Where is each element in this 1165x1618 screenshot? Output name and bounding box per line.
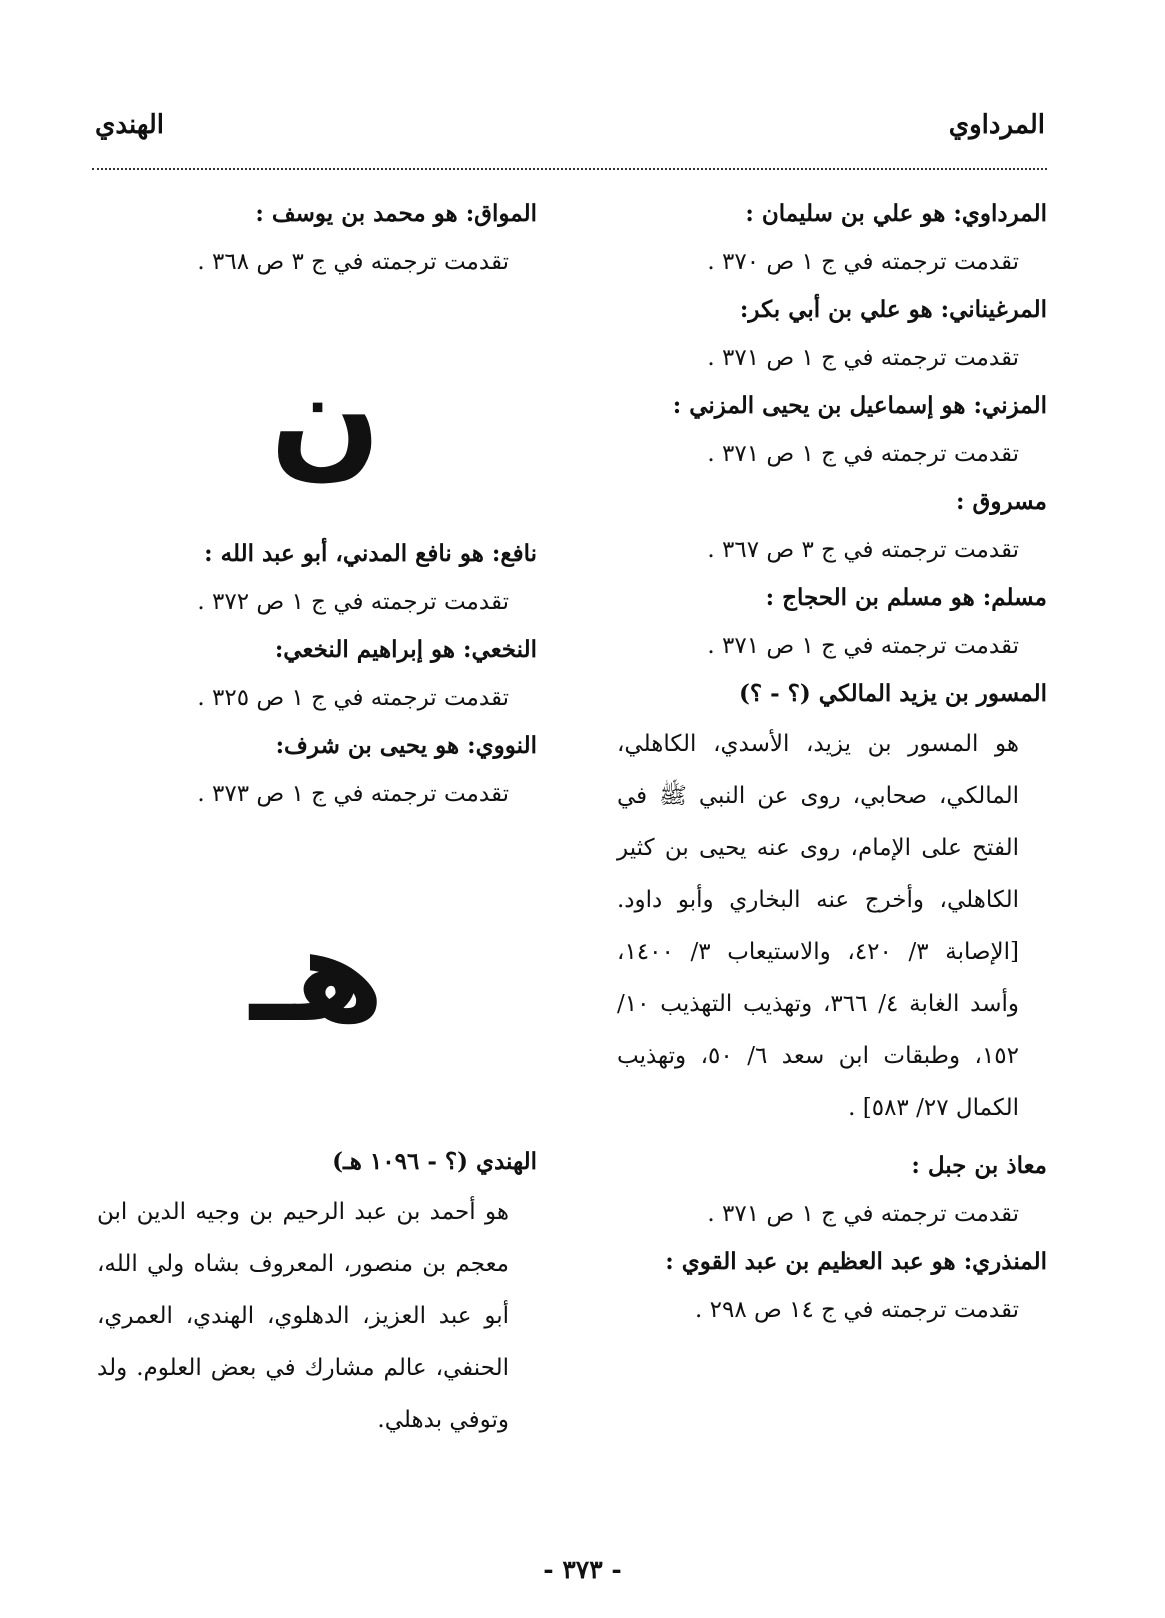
entry-body: هو أحمد بن عبد الرحيم بن وجيه الدين ابن معجم بن منصور، المعروف بشاه ولي الله، أبو عبد العزيز، الدهلوي، الهندي، العمري، الحنفي، عالم مشارك في بعض العلوم. ولد وتوفي بدهلي. bbox=[97, 1199, 509, 1433]
entry-muadh bbox=[617, 1142, 1047, 1238]
entry-head: المرداوي: bbox=[953, 200, 1047, 227]
entry-head: المسور بن يزيد المالكي (؟ - ؟) bbox=[738, 680, 1047, 707]
entry-ref: تقدمت ترجمته في ج ٣ ص ٣٦٧ . bbox=[707, 537, 1019, 563]
entry-head: الهندي (؟ - ١٠٩٦ هـ) bbox=[332, 1148, 537, 1175]
entry-marghinani bbox=[617, 286, 1047, 382]
entry-ref: تقدمت ترجمته في ج ١ ص ٣٧٢ . bbox=[197, 589, 509, 615]
page-number: - ٣٧٣ - bbox=[543, 1555, 622, 1584]
entry-text: هو إسماعيل بن يحيى المزني : bbox=[672, 392, 974, 419]
left-column-ha-section bbox=[97, 1138, 537, 1446]
entry-head: المزني: bbox=[973, 392, 1047, 419]
entry-head: معاذ بن جبل : bbox=[911, 1152, 1047, 1179]
entry-hindi bbox=[97, 1138, 537, 1446]
section-letter-nun: ن bbox=[270, 341, 381, 493]
entry-text: هو مسلم بن الحجاج : bbox=[765, 584, 983, 611]
entry-musawwar bbox=[617, 670, 1047, 1134]
entry-head: مسلم: bbox=[982, 584, 1047, 611]
entry-ref: تقدمت ترجمته في ج ١ ص ٣٧١ . bbox=[707, 1201, 1019, 1227]
entry-mardawi bbox=[617, 190, 1047, 286]
entry-masruq bbox=[617, 478, 1047, 574]
entry-nawawi bbox=[97, 722, 537, 818]
entry-text: هو علي بن سليمان : bbox=[745, 200, 954, 227]
entry-text: هو عبد العظيم بن عبد القوي : bbox=[665, 1248, 964, 1275]
entry-text: هو يحيى بن شرف: bbox=[275, 732, 468, 759]
entry-ref: تقدمت ترجمته في ج ١ ص ٣٧١ . bbox=[707, 345, 1019, 371]
entry-head: المرغيناني: bbox=[940, 296, 1047, 323]
entry-mawwaq bbox=[97, 190, 537, 286]
entry-head: النخعي: bbox=[463, 636, 537, 663]
entry-ref: تقدمت ترجمته في ج ١ ص ٣٧٣ . bbox=[197, 781, 509, 807]
entry-ref: تقدمت ترجمته في ج ١ ص ٣٢٥ . bbox=[197, 685, 509, 711]
left-column bbox=[97, 190, 537, 286]
entry-nafi bbox=[97, 530, 537, 626]
left-column-nun-section bbox=[97, 530, 537, 818]
section-letter-ha: هـ bbox=[250, 899, 385, 1051]
entry-ref: تقدمت ترجمته في ج ١ ص ٣٧٠ . bbox=[707, 249, 1019, 275]
entry-text: هو إبراهيم النخعي: bbox=[274, 636, 464, 663]
entry-head: مسروق : bbox=[956, 488, 1047, 515]
header-dotted-rule bbox=[92, 168, 1047, 170]
entry-text: هو نافع المدني، أبو عبد الله : bbox=[204, 540, 492, 567]
entry-text: هو محمد بن يوسف : bbox=[255, 200, 466, 227]
entry-head: المنذري: bbox=[963, 1248, 1047, 1275]
right-column bbox=[617, 190, 1047, 1334]
running-header-left: الهندي bbox=[95, 110, 164, 140]
entry-body: هو المسور بن يزيد، الأسدي، الكاهلي، المالكي، صحابي، روى عن النبي ﷺ في الفتح على الإمام، روى عنه يحيى بن كثير الكاهلي، وأخرج عنه البخاري وأبو داود. [الإصابة ٣/ ٤٢٠، والاستيعاب ٣/ ١٤٠٠، وأسد الغابة ٤/ ٣٦٦، وتهذيب التهذيب ١٠/ ١٥٢، وطبقات ابن سعد ٦/ ٥٠، وتهذيب الكمال ٢٧/ ٥٨٣] . bbox=[617, 731, 1020, 1121]
entry-head: المواق: bbox=[465, 200, 537, 227]
entry-head: نافع: bbox=[491, 540, 537, 567]
entry-head: النووي: bbox=[467, 732, 537, 759]
entry-text: هو علي بن أبي بكر: bbox=[739, 296, 941, 323]
entry-ref: تقدمت ترجمته في ج ١ ص ٣٧١ . bbox=[707, 441, 1019, 467]
entry-mundhiri bbox=[617, 1238, 1047, 1334]
entry-muslim bbox=[617, 574, 1047, 670]
entry-ref: تقدمت ترجمته في ج ١٤ ص ٢٩٨ . bbox=[695, 1297, 1019, 1323]
entry-muzani bbox=[617, 382, 1047, 478]
entry-ref: تقدمت ترجمته في ج ١ ص ٣٧١ . bbox=[707, 633, 1019, 659]
entry-nakhai bbox=[97, 626, 537, 722]
entry-ref: تقدمت ترجمته في ج ٣ ص ٣٦٨ . bbox=[197, 249, 509, 275]
running-header-right: المرداوي bbox=[948, 110, 1045, 140]
